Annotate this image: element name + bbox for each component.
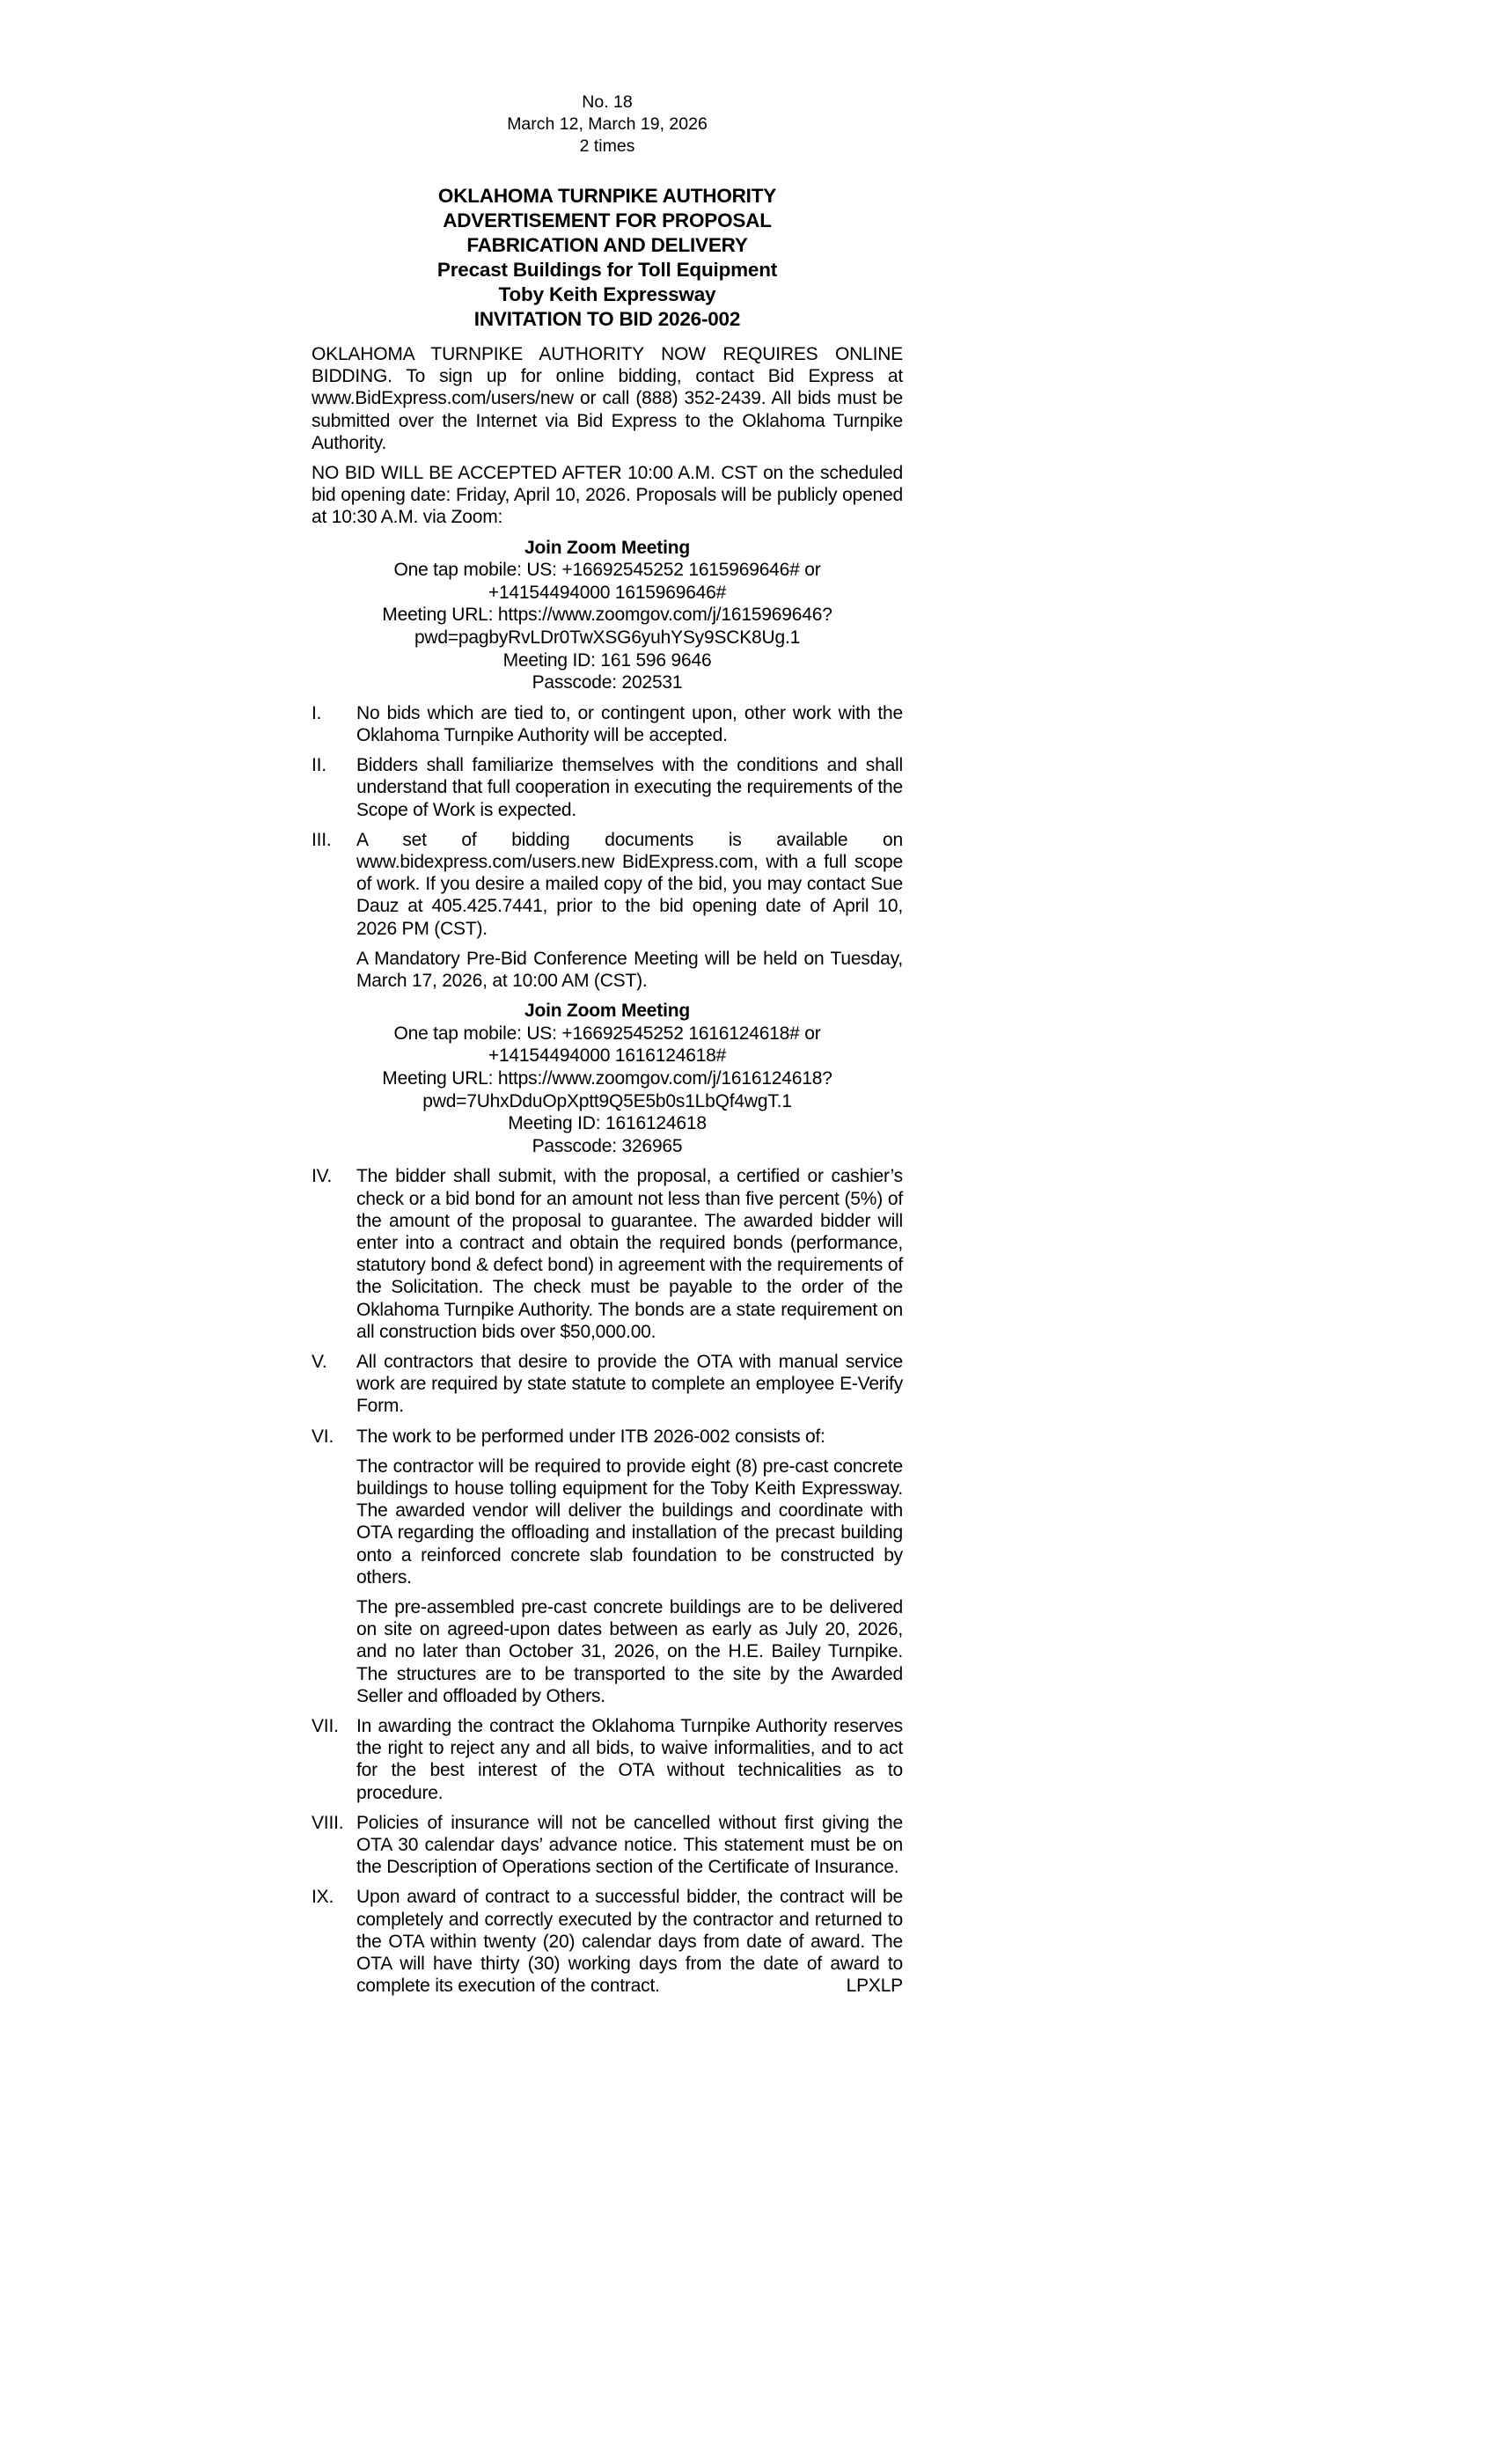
list-item-iv bbox=[312, 1165, 903, 1343]
zoom-one-tap-line: One tap mobile: US: +16692545252 1615969646# or bbox=[393, 560, 821, 581]
item-text: Policies of insurance will not be cancelled without first giving the OTA 30 calendar days’ advance notice. This statement must be on the Description of Operations section of the Certificate of Insurance. bbox=[356, 1812, 903, 1878]
item-numeral: VII. bbox=[312, 1716, 339, 1737]
item-numeral: IV. bbox=[312, 1166, 333, 1187]
title-fabrication: FABRICATION AND DELIVERY bbox=[466, 234, 748, 256]
zoom-one-tap-line-2: +14154494000 1616124618# bbox=[488, 1045, 727, 1067]
list-item-ix bbox=[312, 1886, 903, 1997]
item-subparagraph-1: The contractor will be required to provide eight (8) pre-cast concrete buildings to house tolling equipment for the Toby Keith Expressway. The awarded vendor will deliver the buildings and coordinate with OTA regarding the offloading and installation of the precast building onto a reinforced concrete slab foundation to be constructed by others. bbox=[356, 1456, 903, 1588]
zoom-meeting-id: Meeting ID: 1616124618 bbox=[508, 1113, 707, 1134]
item-numeral: VI. bbox=[312, 1426, 334, 1447]
intro-paragraph-online-bidding: OKLAHOMA TURNPIKE AUTHORITY NOW REQUIRES ONLINE BIDDING. To sign up for online bidding, contact Bid Express at www.BidExpress.com/users/new or call (888) 352-2439. All bids must be submitted over the Internet via Bid Express to the Oklahoma Turnpike Authority. bbox=[312, 344, 903, 453]
list-item-ii bbox=[312, 754, 903, 821]
notice-number: No. 18 bbox=[582, 92, 633, 112]
item-subparagraph-2: The pre-assembled pre-cast concrete buildings are to be delivered on site on agreed-upon dates between as early as July 20, 2026, and no later than October 31, 2026, on the H.E. Bailey Turnpike. The structures are to be transported to the site by the Awarded Seller and offloaded by Others. bbox=[356, 1597, 903, 1706]
zoom-meeting-pwd: pwd=7UhxDduOpXptt9Q5E5b0s1LbQf4wgT.1 bbox=[422, 1090, 792, 1111]
zoom-passcode: Passcode: 202531 bbox=[532, 672, 683, 693]
masthead bbox=[312, 92, 903, 158]
item-text: Bidders shall familiarize themselves with the conditions and shall understand that full cooperation in executing the requirements of the Scope of Work is expected. bbox=[356, 755, 903, 820]
zoom-one-tap-line: One tap mobile: US: +16692545252 1616124618# or bbox=[393, 1023, 821, 1044]
title-advertisement: ADVERTISEMENT FOR PROPOSAL bbox=[443, 209, 772, 231]
list-item-v bbox=[312, 1351, 903, 1418]
list-item-vi bbox=[312, 1426, 903, 1707]
item-text: A set of bidding documents is available on www.bidexpress.com/users.new BidExpress.com, with a full scope of work. If you desire a mailed copy of the bid, you may contact Sue Dauz at 405.425.7441, prior to the bid opening date of April 10, 2026 PM (CST). bbox=[356, 829, 903, 939]
item-text: Upon award of contract to a successful bidder, the contract will be completely and correctly executed by the contractor and returned to the OTA within twenty (20) calendar days from date of award. The OTA will have thirty (30) working days from the date of award to complete its execution of the contract. bbox=[356, 1887, 903, 1997]
publication-dates: March 12, March 19, 2026 bbox=[507, 114, 708, 134]
item-text: The bidder shall submit, with the proposal, a certified or cashier’s check or a bid bond for an amount not less than five percent (5%) of the amount of the proposal to guarantee. The awarded bidder will enter into a contract and obtain the required bonds (performance, statutory bond & defect bond) in agreement with the requirements of the Solicitation. The check must be payable to the order of the Oklahoma Turnpike Authority. The bonds are a state requirement on all construction bids over $50,000.00. bbox=[356, 1166, 903, 1342]
item-body-vi bbox=[356, 1426, 903, 1707]
title-expressway: Toby Keith Expressway bbox=[498, 283, 716, 305]
title-authority: OKLAHOMA TURNPIKE AUTHORITY bbox=[437, 185, 777, 207]
list-item-i bbox=[312, 702, 903, 746]
zoom-meeting-pwd: pwd=pagbyRvLDr0TwXSG6yuhYSy9SCK8Ug.1 bbox=[414, 627, 801, 648]
zoom-meeting-block-2 bbox=[312, 1000, 903, 1157]
item-numeral: V. bbox=[312, 1352, 327, 1372]
item-text: All contractors that desire to provide the OTA with manual service work are required by state statute to complete an employee E-Verify Form. bbox=[356, 1352, 903, 1417]
title-precast: Precast Buildings for Toll Equipment bbox=[436, 259, 778, 281]
prebid-conference-paragraph: A Mandatory Pre-Bid Conference Meeting will be held on Tuesday, March 17, 2026, at 10:00 AM (CST). bbox=[356, 948, 903, 992]
intro-paragraph-bid-deadline: NO BID WILL BE ACCEPTED AFTER 10:00 A.M. CST on the scheduled bid opening date: Friday, April 10, 2026. Proposals will be publicly opened at 10:30 A.M. via Zoom: bbox=[312, 463, 903, 528]
zoom-meeting-url: Meeting URL: https://www.zoomgov.com/j/1616124618? bbox=[382, 1068, 832, 1089]
item-body-ix bbox=[356, 1886, 903, 1997]
zoom-passcode: Passcode: 326965 bbox=[532, 1135, 683, 1156]
zoom-meeting-heading: Join Zoom Meeting bbox=[524, 1001, 690, 1022]
title-block bbox=[312, 184, 903, 332]
item-numeral: IX. bbox=[312, 1887, 334, 1908]
zoom-meeting-block-1 bbox=[312, 537, 903, 694]
item-text: The work to be performed under ITB 2026-002 consists of: bbox=[356, 1426, 825, 1447]
item-text-wrap bbox=[356, 1886, 903, 1997]
list-item-vii bbox=[312, 1715, 903, 1804]
list-item-iii bbox=[312, 829, 903, 940]
item-text: In awarding the contract the Oklahoma Turnpike Authority reserves the right to reject any and all bids, to waive informalities, and to act for the best interest of the OTA without technicalities as to procedure. bbox=[356, 1716, 903, 1803]
list-item-viii bbox=[312, 1812, 903, 1879]
zoom-meeting-url: Meeting URL: https://www.zoomgov.com/j/1615969646? bbox=[382, 605, 832, 626]
title-invitation: INVITATION TO BID 2026-002 bbox=[473, 308, 741, 330]
item-text: No bids which are tied to, or contingent upon, other work with the Oklahoma Turnpike Authority will be accepted. bbox=[356, 702, 903, 745]
notice-column bbox=[312, 92, 903, 2005]
zoom-meeting-id: Meeting ID: 161 596 9646 bbox=[502, 649, 712, 671]
zoom-one-tap-line-2: +14154494000 1615969646# bbox=[488, 582, 727, 603]
item-numeral: II. bbox=[312, 755, 326, 776]
item-numeral: I. bbox=[312, 702, 322, 723]
zoom-meeting-heading: Join Zoom Meeting bbox=[524, 537, 690, 558]
item-numeral: VIII. bbox=[312, 1812, 344, 1833]
lpxlp-code: LPXLP bbox=[846, 1976, 903, 1997]
item-numeral: III. bbox=[312, 829, 332, 850]
run-count: 2 times bbox=[579, 136, 635, 156]
